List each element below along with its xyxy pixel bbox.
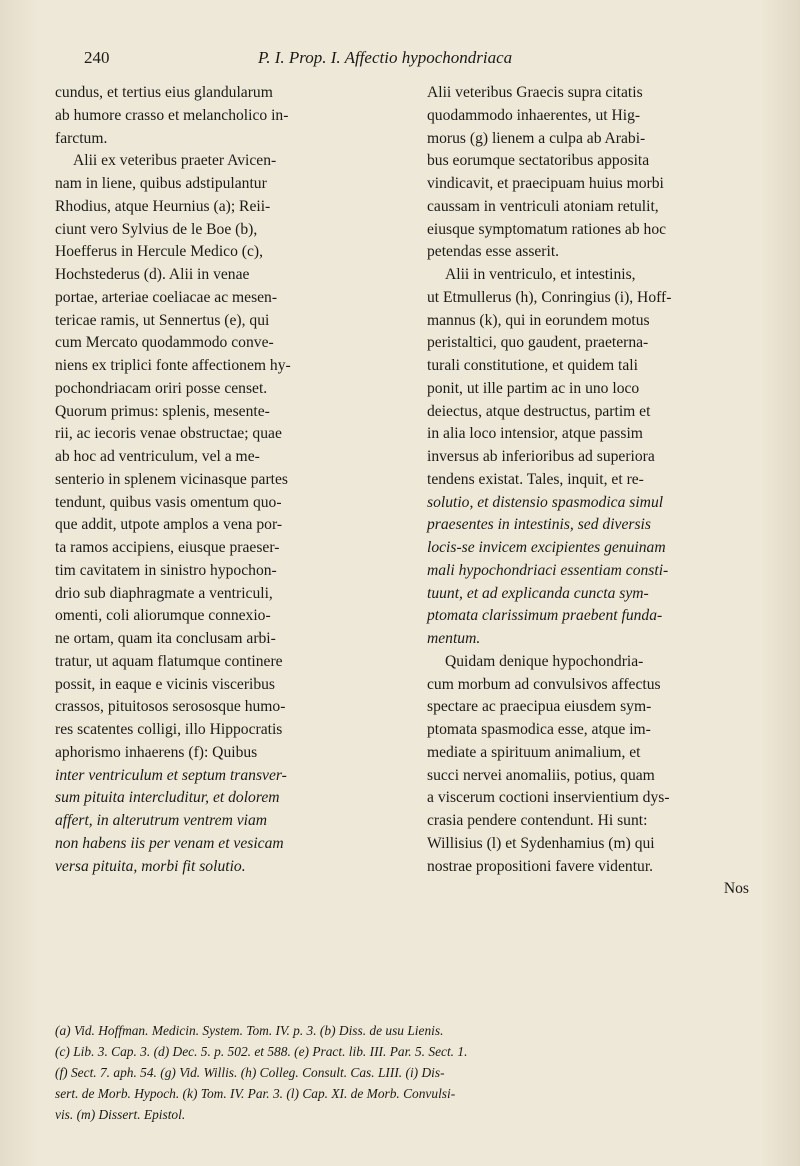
text-line: farctum. [55, 129, 108, 147]
text-line: morus (g) lienem a culpa ab Arabi- [427, 129, 646, 147]
footnote-line: sert. de Morb. Hypoch. (k) Tom. IV. Par. 3. (l) Cap. XI. de Morb. Convulsi- [55, 1086, 456, 1101]
text-line: tericae ramis, ut Sennertus (e), qui [55, 311, 270, 329]
text-line: mediate a spirituum animalium, et [427, 743, 641, 761]
text-line: inter ventriculum et septum transver- [55, 766, 287, 784]
text-line: non habens iis per venam et vesicam [55, 834, 284, 852]
text-line: rii, ac iecoris venae obstructae; quae [55, 425, 282, 443]
footnotes [55, 1020, 755, 1125]
text-line: eiusque symptomatum rationes ab hoc [427, 220, 667, 238]
text-line: turali constitutione, et quidem tali [427, 357, 638, 374]
text-line: versa pituita, morbi fit solutio. [55, 857, 246, 875]
text-line: aphorismo inhaerens (f): Quibus [55, 743, 258, 761]
text-line: cum morbum ad convulsivos affectus [427, 675, 661, 693]
text-line: spectare ac praecipua eiusdem sym- [427, 698, 652, 716]
text-line: senterio in splenem vicinasque partes [55, 470, 288, 488]
text-line: tendens existat. Tales, inquit, et re- [427, 470, 644, 488]
text-line: pochondriacam oriri posse censet. [55, 379, 268, 397]
text-line: in alia loco intensior, atque passim [427, 425, 643, 443]
text-line: Willisius (l) et Sydenhamius (m) qui [427, 834, 655, 852]
text-line: ab humore crasso et melancholico in- [55, 106, 289, 124]
text-line: caussam in ventriculi atoniam retulit, [427, 197, 659, 215]
text-line: mentum. [427, 630, 481, 647]
text-line: tratur, ut aquam flatumque continere [55, 652, 283, 670]
right-column [427, 82, 757, 962]
text-line: petendas esse asserit. [427, 243, 560, 261]
text-line: peristaltici, quo gaudent, praeterna- [427, 334, 649, 352]
text-line: tendunt, quibus vasis omentum quo- [55, 493, 282, 511]
footnote-line: (a) Vid. Hoffman. Medicin. System. Tom. IV. p. 3. (b) Diss. de usu Lienis. [55, 1023, 444, 1038]
text-line: deiectus, atque destructus, partim et [427, 402, 651, 420]
text-line: vindicavit, et praecipuam huius morbi [427, 175, 664, 192]
catchword: Nos [723, 880, 749, 898]
text-line: Quorum primus: splenis, mesente- [55, 402, 270, 420]
text-line: ut Etmullerus (h), Conringius (i), Hoff- [427, 288, 672, 306]
text-line: Quidam denique hypochondria- [445, 652, 644, 670]
text-line: portae, arteriae coeliacae ac mesen- [55, 288, 278, 306]
text-line: omenti, coli aliorumque connexio- [55, 607, 271, 625]
text-line: quodammodo inhaerentes, ut Hig- [427, 106, 641, 124]
text-line: tuunt, et ad explicanda cuncta sym- [427, 584, 649, 602]
text-line: Rhodius, atque Heurnius (a); Reii- [55, 197, 271, 215]
text-line: crasia pendere contendunt. Hi sunt: [427, 812, 648, 829]
text-line: ne ortam, quam ita conclusam arbi- [55, 630, 276, 647]
text-line: solutio, et distensio spasmodica simul [427, 493, 664, 511]
text-line: locis-se invicem excipientes genuinam [427, 539, 666, 556]
text-line: possit, in eaque e vicinis visceribus [55, 675, 276, 693]
text-line: mali hypochondriaci essentiam consti- [427, 561, 669, 579]
text-line: drio sub diaphragmate a ventriculi, [55, 584, 273, 602]
footnote-line: (c) Lib. 3. Cap. 3. (d) Dec. 5. p. 502. et 588. (e) Pract. lib. III. Par. 5. Sect. 1. [55, 1044, 468, 1059]
text-line: mannus (k), qui in eorundem motus [427, 311, 650, 329]
text-line: cum Mercato quodammodo conve- [55, 334, 274, 352]
running-title: P. I. Prop. I. Affectio hypochondriaca [258, 48, 513, 67]
text-line: inversus ab inferioribus ad superiora [427, 448, 655, 465]
text-line: res scatentes colligi, illo Hippocratis [55, 721, 283, 738]
text-line: Alii in ventriculo, et intestinis, [445, 266, 636, 283]
page-number: 240 [84, 48, 110, 67]
text-line: Alii veteribus Graecis supra citatis [427, 84, 643, 101]
text-line: crassos, pituitosos serososque humo- [55, 698, 286, 716]
text-line: ciunt vero Sylvius de le Boe (b), [55, 220, 258, 238]
text-line: ptomata spasmodica esse, atque im- [427, 721, 651, 738]
left-column [55, 82, 385, 962]
text-line: ponit, ut ille partim ac in uno loco [427, 379, 640, 397]
text-line: sum pituita intercluditur, et dolorem [55, 789, 280, 807]
text-line: Hochstederus (d). Alii in venae [55, 266, 250, 283]
text-line: nostrae propositioni favere videntur. [427, 857, 654, 875]
text-line: a viscerum coctioni inservientium dys- [427, 789, 670, 807]
text-line: Alii ex veteribus praeter Avicen- [73, 152, 277, 170]
text-line: nam in liene, quibus adstipulantur [55, 175, 267, 192]
footnote-line: (f) Sect. 7. aph. 54. (g) Vid. Willis. (h) Colleg. Consult. Cas. LIII. (i) Dis- [55, 1065, 445, 1080]
text-line: tim cavitatem in sinistro hypochon- [55, 561, 277, 579]
text-line: affert, in alterutrum ventrem viam [55, 812, 268, 829]
text-line: ptomata clarissimum praebent funda- [427, 607, 663, 625]
page-header [84, 48, 720, 76]
text-line: cundus, et tertius eius glandularum [55, 84, 273, 101]
text-line: praesentes in intestinis, sed diversis [427, 516, 651, 534]
text-line: ab hoc ad ventriculum, vel a me- [55, 448, 260, 465]
text-line: bus eorumque sectatoribus apposita [427, 152, 650, 170]
text-line: ta ramos accipiens, eiusque praeser- [55, 539, 280, 556]
text-line: niens ex triplici fonte affectionem hy- [55, 357, 291, 374]
text-line: que addit, utpote amplos a vena por- [55, 516, 283, 534]
footnote-line: vis. (m) Dissert. Epistol. [55, 1107, 186, 1122]
text-line: succi nervei anomaliis, potius, quam [427, 766, 655, 784]
text-line: Hoefferus in Hercule Medico (c), [55, 243, 263, 261]
